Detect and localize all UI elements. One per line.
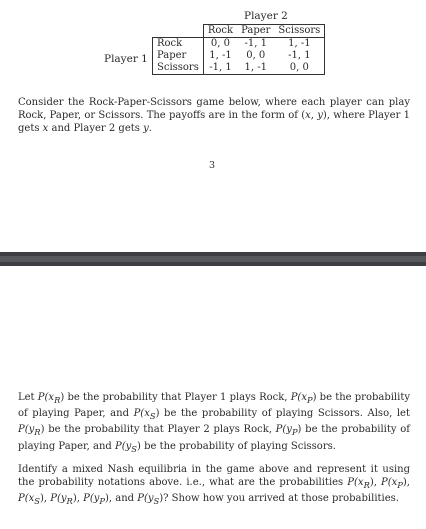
math-expr: P(x <box>347 477 364 489</box>
math-subscript: R <box>66 496 73 507</box>
math-expr: P(x <box>290 392 307 403</box>
math-paren: ), and <box>104 493 138 505</box>
math-paren: ), <box>369 477 382 489</box>
text-run: be the probability of playing Scissors. <box>140 440 336 452</box>
math-paren: ) <box>297 424 302 436</box>
math-paren: ) <box>155 408 160 420</box>
math-subscript: P <box>99 496 105 507</box>
payoff-cell: 0, 0 <box>210 38 231 49</box>
matrix-header-row <box>153 25 325 38</box>
text-run: be the probability of playing Scissors. Also, let <box>159 408 410 420</box>
math-expr: P(x <box>133 408 150 420</box>
math-expr: P(y <box>115 440 132 452</box>
math-paren: ) <box>60 392 65 403</box>
intro-paragraph <box>18 96 410 136</box>
page-gap <box>0 252 426 266</box>
payoff-cell: -1, 1 <box>244 38 267 49</box>
notation-paragraph <box>18 391 410 456</box>
math-expr: P(y <box>83 493 100 505</box>
payoff-cell: -1, 1 <box>274 50 324 62</box>
math-expr: P(x <box>37 392 55 403</box>
text-run: , <box>310 110 318 122</box>
text-run: be the probability that Player 2 plays Rock, <box>44 424 276 436</box>
math-subscript: R <box>54 395 61 405</box>
math-subscript: P <box>306 395 313 405</box>
column-header-rock: Rock <box>203 25 237 38</box>
math-expr: P(x <box>381 477 398 489</box>
math-paren: ) <box>40 424 45 436</box>
math-paren: ), <box>402 477 410 489</box>
math-paren: ) <box>159 493 164 505</box>
matrix-row-paper <box>153 50 325 62</box>
text-run: be the probability of playing Paper, and <box>18 424 410 452</box>
payoff-cell: 0, 0 <box>246 50 266 61</box>
text-run: be the probability that Player 1 plays Rock, <box>64 392 291 403</box>
payoff-cell: 1, -1 <box>274 38 324 51</box>
payoff-cell: 1, -1 <box>237 62 274 75</box>
matrix-corner <box>153 25 204 38</box>
math-var: y <box>143 123 149 135</box>
math-subscript: P <box>291 427 298 438</box>
row-header-rock: Rock <box>153 38 204 51</box>
math-paren: ), <box>72 493 84 505</box>
math-paren: ) <box>312 392 317 403</box>
text-run: ), where Player 1 gets <box>18 110 410 135</box>
text-run: ? Show how you arrived at those probabilities. <box>163 493 399 505</box>
matrix-row-scissors <box>153 62 325 75</box>
text-run: and Player 2 gets <box>48 123 144 135</box>
math-paren: ), <box>40 493 51 505</box>
math-var: x <box>305 110 311 122</box>
page-top <box>0 0 426 252</box>
math-subscript: R <box>363 480 370 491</box>
math-subscript: S <box>131 443 138 454</box>
column-header-paper: Paper <box>237 25 274 38</box>
player1-label: Player 1 <box>104 53 148 65</box>
math-paren: ) <box>137 440 141 452</box>
math-subscript: P <box>397 480 403 491</box>
math-var: y <box>317 110 323 122</box>
question-paragraph <box>18 463 410 509</box>
math-expr: P(y <box>275 424 292 436</box>
math-expr: P(x <box>18 493 35 505</box>
player2-label: Player 2 <box>244 10 288 22</box>
math-var: x <box>42 123 49 135</box>
math-subscript: S <box>153 496 160 507</box>
math-expr: P(y <box>18 424 35 436</box>
math-subscript: S <box>34 496 40 507</box>
math-expr: P(y <box>50 493 67 505</box>
payoff-matrix <box>152 24 325 75</box>
row-header-scissors: Scissors <box>153 62 204 75</box>
payoff-cell: 0, 0 <box>274 62 324 75</box>
text-run: be the probability of playing Paper, and <box>18 392 410 420</box>
column-header-scissors: Scissors <box>274 25 324 38</box>
page-number: 3 <box>209 160 216 171</box>
row-header-paper: Paper <box>153 50 204 62</box>
text-run: Identify a mixed Nash equilibria in the game above and represent it using the probability notations above. i.e., what are the probabilities <box>18 464 410 489</box>
text-run: Consider the Rock-Paper-Scissors game below, where each player can play Rock, Paper, or Scissors. The payoffs are in the form of ( <box>18 97 410 122</box>
text-run: Let <box>18 392 38 403</box>
math-subscript: R <box>34 427 41 438</box>
payoff-cell: -1, 1 <box>203 62 237 75</box>
matrix-row-rock <box>153 38 325 51</box>
math-subscript: S <box>149 411 156 422</box>
payoff-cell: 1, -1 <box>209 50 232 61</box>
text-run: . <box>148 123 152 135</box>
math-expr: P(y <box>137 493 154 505</box>
